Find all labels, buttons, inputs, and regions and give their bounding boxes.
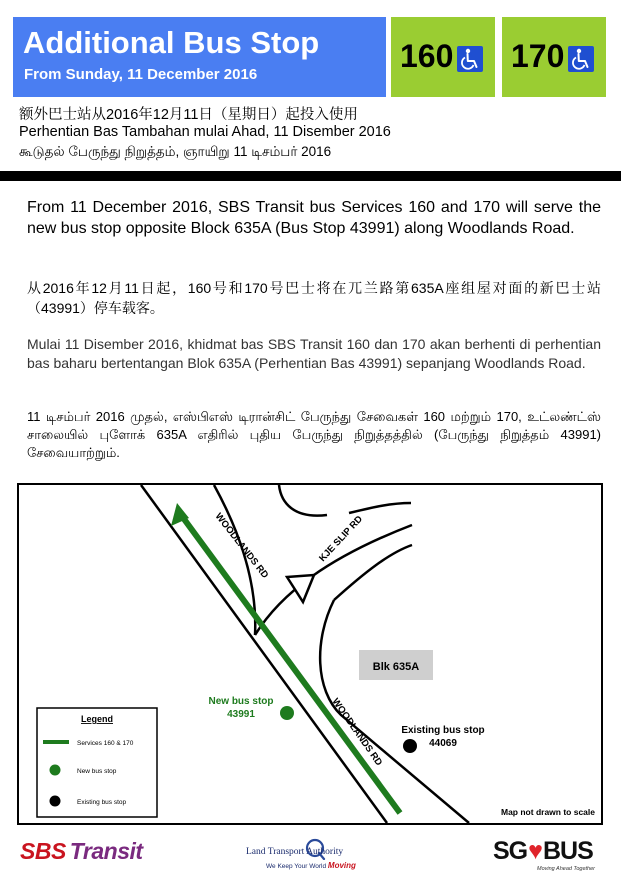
kje-slip-rd-label: KJE SLIP RD bbox=[317, 513, 366, 565]
existing-bus-stop-marker bbox=[403, 739, 417, 753]
existing-stop-label: Existing bus stop bbox=[401, 725, 485, 736]
bus-text: BUS bbox=[542, 837, 593, 865]
wheelchair-icon bbox=[457, 46, 483, 72]
kje-edge-upper-left bbox=[279, 485, 327, 516]
new-bus-stop-marker bbox=[280, 706, 294, 720]
scale-note: Map not drawn to scale bbox=[501, 807, 595, 817]
sbs-text: SBS bbox=[20, 838, 66, 864]
transit-text: Transit bbox=[69, 838, 143, 864]
route-map bbox=[17, 483, 603, 825]
block-label: Blk 635A bbox=[372, 661, 420, 673]
sgbus-tagline: Moving Ahead Together bbox=[537, 866, 595, 872]
notice-tamil: 11 டிசம்பர் 2016 முதல், எஸ்பிஎஸ் டிரான்சிட் பேருந்து சேவைகள் 160 மற்றும் 170, உட்லண்ட்ஸ் சாலையில் புளோக் 635A எதிரில் புதிய பேருந்து நிறுத்தத்தில் (பேருந்து நிறுத்தம் 43991) சேவையாற்றும். bbox=[27, 409, 601, 460]
sgbus-logo bbox=[493, 837, 603, 877]
service-badge-170 bbox=[502, 17, 606, 97]
service-badge-160 bbox=[391, 17, 495, 97]
lta-name: Land Transport Authority bbox=[246, 847, 344, 857]
legend-new-stop-swatch bbox=[50, 765, 61, 776]
lta-tagline-text: We Keep Your World bbox=[266, 863, 327, 870]
existing-stop-code: 44069 bbox=[429, 738, 457, 749]
kje-edge-upper-right bbox=[349, 503, 411, 513]
effective-date: From Sunday, 11 December 2016 bbox=[24, 66, 258, 83]
subtitle-tamil: கூடுதல் பேருந்து நிறுத்தம், ஞாயிறு 11 டிசம்பர் 2016 bbox=[19, 144, 332, 159]
new-stop-code: 43991 bbox=[227, 709, 255, 720]
legend-existing-stop-swatch bbox=[50, 796, 61, 807]
traffic-island bbox=[287, 575, 314, 602]
legend-new-stop-label: New bus stop bbox=[77, 768, 117, 775]
kje-edge-lower-right bbox=[334, 545, 412, 600]
lta-tagline bbox=[266, 861, 356, 870]
woodlands-rd-label-bottom: WOODLANDS RD bbox=[329, 696, 385, 769]
map-drawing bbox=[19, 485, 601, 823]
heart-icon: ♥ bbox=[528, 837, 542, 865]
notice-chinese: 从2016年12月11日起，160号和170号巴士将在兀兰路第635A座组屋对面的新巴士站（43991）停车载客。 bbox=[27, 280, 601, 316]
subtitle-malay: Perhentian Bas Tambahan mulai Ahad, 11 Disember 2016 bbox=[19, 124, 391, 140]
divider-bar bbox=[0, 171, 621, 181]
title-banner bbox=[13, 17, 386, 97]
legend-existing-stop-label: Existing bus stop bbox=[77, 799, 127, 806]
notice-malay: Mulai 11 Disember 2016, khidmat bas SBS Transit 160 dan 170 akan berhenti di perhentian bas baharu bertentangan Blok 635A (Perhentian Bas 43991) sepanjang Woodlands Road. bbox=[27, 336, 601, 371]
sg-text: SG bbox=[493, 837, 528, 865]
lta-logo bbox=[246, 838, 366, 878]
sbs-transit-logo bbox=[20, 838, 143, 865]
service-number: 170 bbox=[511, 38, 565, 74]
woodlands-rd-label-top: WOODLANDS RD bbox=[212, 511, 271, 581]
page-title: Additional Bus Stop bbox=[23, 25, 320, 60]
service-number: 160 bbox=[400, 38, 454, 74]
legend-title: Legend bbox=[80, 714, 114, 724]
legend-route-label: Services 160 & 170 bbox=[77, 740, 134, 747]
lta-moving-text: Moving bbox=[327, 861, 356, 870]
subtitle-chinese: 额外巴士站从2016年12月11日（星期日）起投入使用 bbox=[19, 107, 358, 123]
new-stop-label: New bus stop bbox=[208, 696, 274, 707]
notice-english: From 11 December 2016, SBS Transit bus Services 160 and 170 will serve the new bus stop opposite Block 635A (Bus Stop 43991) along Woodlands Road. bbox=[27, 199, 601, 237]
wheelchair-icon bbox=[568, 46, 594, 72]
